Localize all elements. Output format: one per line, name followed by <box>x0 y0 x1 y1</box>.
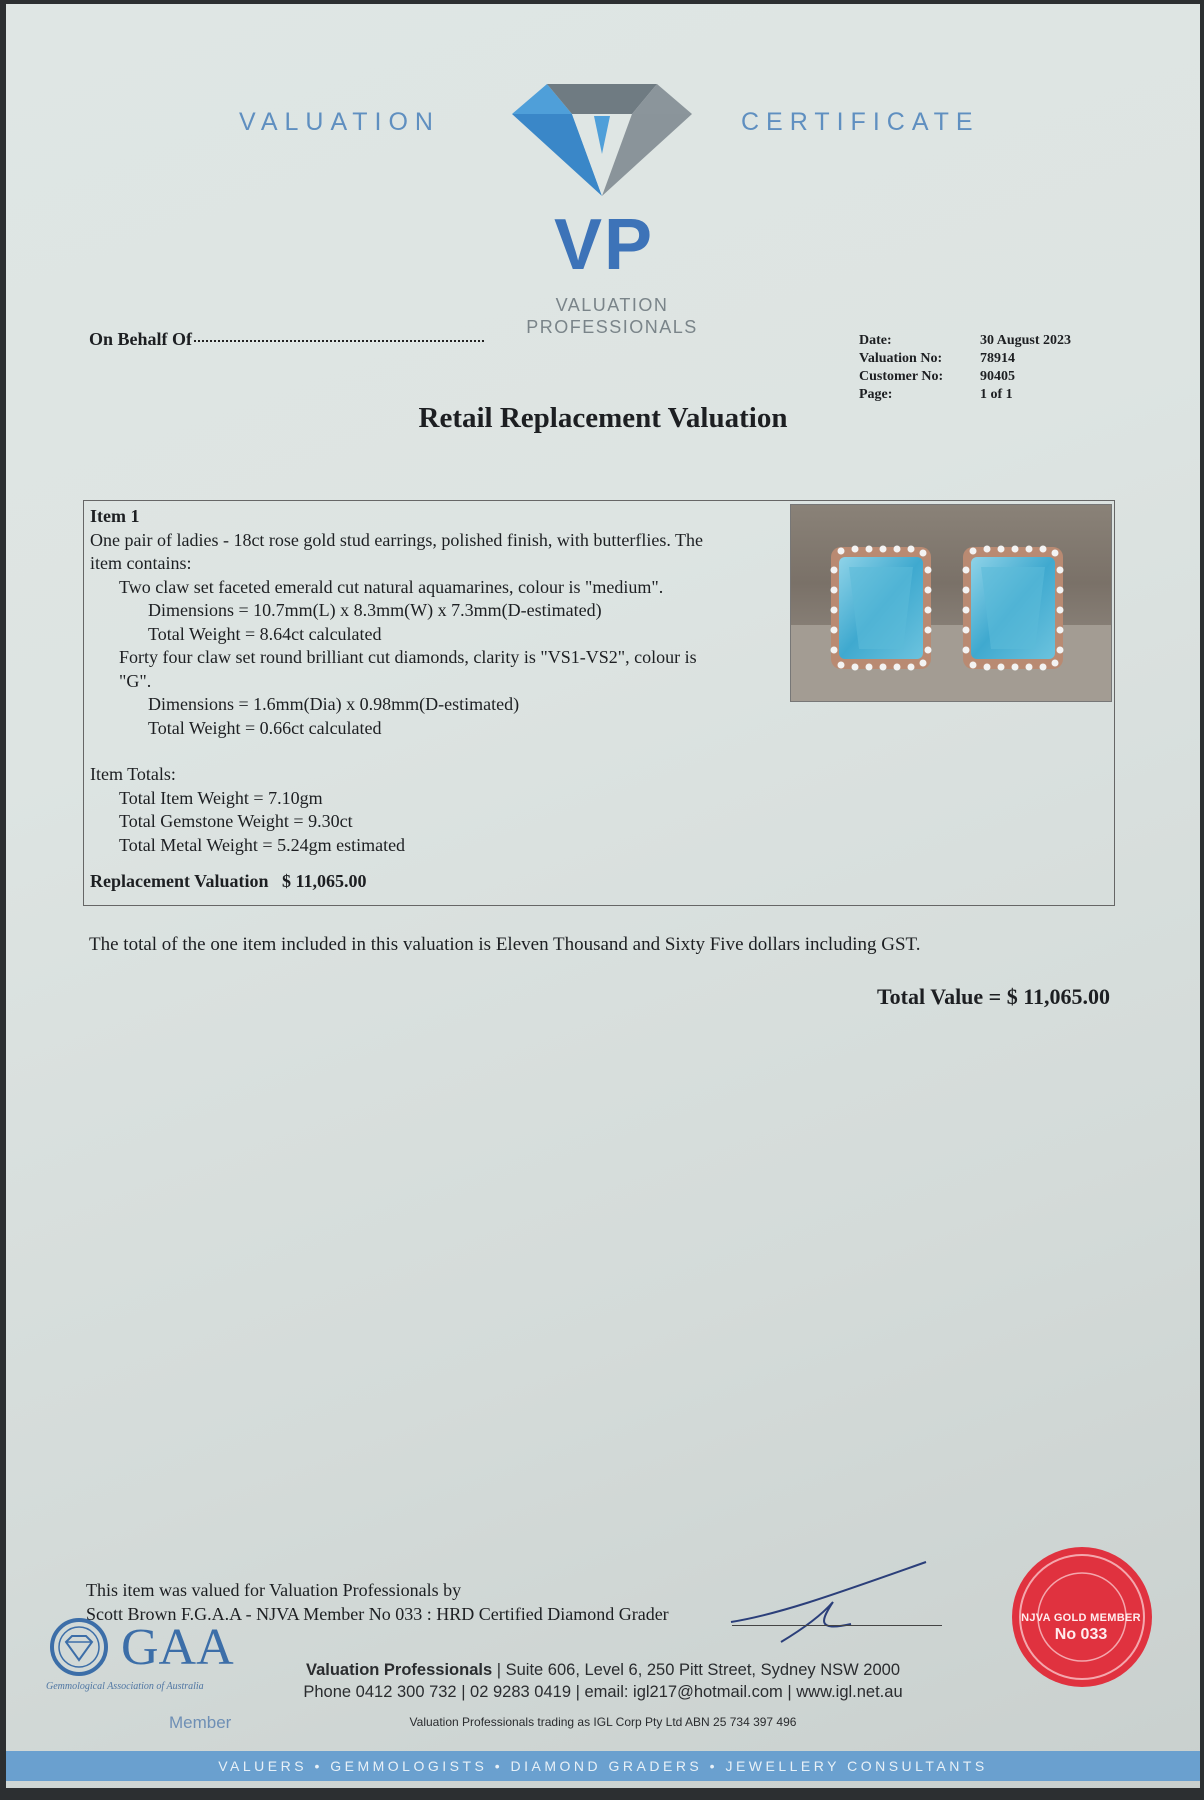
gaa-subtitle: Gemmological Association of Australia <box>46 1681 204 1692</box>
certificate-sheet <box>6 4 1200 1788</box>
seal-text: NJVA GOLD MEMBER No 033 <box>1021 1612 1141 1643</box>
footer-band: VALUERS • GEMMOLOGISTS • DIAMOND GRADERS • JEWELLERY CONSULTANTS <box>6 1751 1200 1781</box>
valuation-meta: Date: 30 August 2023 Valuation No: 78914 Customer No: 90405 Page: 1 of 1 <box>859 333 1072 402</box>
header-valuation-word: VALUATION <box>239 108 440 136</box>
valuer-statement: This item was valued for Valuation Professionals by Scott Brown F.G.A.A - NJVA Member No 033 : HRD Certified Diamond Grader <box>86 1580 669 1624</box>
logo-letters: VP <box>554 205 655 285</box>
valuation-summary: The total of the one item included in this valuation is Eleven Thousand and Sixty Five dollars including GST. <box>89 934 921 955</box>
diamond-logo-icon <box>502 84 702 202</box>
total-value: Total Value = $ 11,065.00 <box>877 984 1110 1009</box>
signature-line <box>732 1625 942 1626</box>
signature-icon <box>721 1552 951 1647</box>
header-certificate-word: CERTIFICATE <box>741 108 980 136</box>
trading-info: Valuation Professionals trading as IGL Corp Pty Ltd ABN 25 734 397 496 <box>409 1715 797 1729</box>
item-description: Item 1 One pair of ladies - 18ct rose gold stud earrings, polished finish, with butterflies. The item contains: Two claw set faceted emerald cut natural aquamarines, colour is "medium". Dimensions = 10.7mm(L) x 8.3mm(W) x 7.3mm(D-estimated) Total Weight = 8.64ct calculated Forty four claw set round brilliant cut diamonds, clarity is "VS1-VS2", colour is "G". Dimensions = 1.6mm(Dia) x 0.98mm(D-estimated) Total Weight = 0.66ct calculated Item Totals: Total Item Weight = 7.10gm Total Gemstone Weight = 9.30ct Total Metal Weight = 5.24gm estimated Replacement Valuation $ 11,065.00 <box>90 506 704 891</box>
gaa-letters: GAA <box>121 1619 234 1676</box>
logo-subtitle: VALUATION PROFESSIONALS <box>526 295 698 337</box>
gaa-member-label: Member <box>169 1713 232 1732</box>
earrings-photo <box>790 504 1112 702</box>
document-title: Retail Replacement Valuation <box>418 402 788 434</box>
company-address: Valuation Professionals | Suite 606, Level 6, 250 Pitt Street, Sydney NSW 2000 Phone 0412 300 732 | 02 9283 0419 | email: igl217@hotmail.com | www.igl.net.au <box>303 1661 903 1701</box>
item-box <box>83 500 1115 906</box>
on-behalf-of: On Behalf Of <box>89 329 484 350</box>
